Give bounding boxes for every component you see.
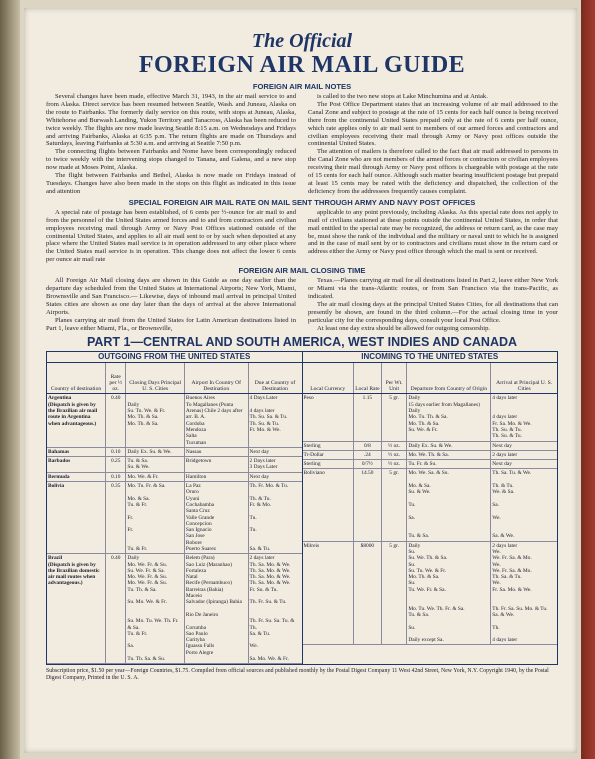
table-row xyxy=(47,394,302,447)
table-row xyxy=(47,554,302,664)
outgoing-column-header: Rate per ½ oz. xyxy=(106,363,126,394)
table-cell: 0.10 xyxy=(106,447,126,456)
table-cell: 2 Days later 3 Days Later xyxy=(248,457,301,473)
table-cell: 2 days later xyxy=(491,450,557,459)
table-cell: Buenos Aires To Magallanes (Punta Arenas) Chile 2 days after arr. B. A. Cordoba Mendoza Salta Tucuman xyxy=(184,394,248,447)
table-row xyxy=(47,482,302,554)
title-official: The Official xyxy=(251,30,353,52)
table-cell: Argentina (Dispatch is given by the Brazilian air mail route in Argentina when advantageous.) xyxy=(47,394,106,447)
table-cell: Brazil (Dispatch is given by the Brazilian domestic air mail routes when advantageous.) xyxy=(47,554,106,664)
closing-paragraph: All Foreign Air Mail closing days are shown in this Guide as one day earlier than the departure day scheduled from the United States at International Airports; New York, Miami, Brownsville and San Francisco.— Likewise, days of inbound mail arrival in principal United States cities are shown as one day later than the days of arrival at the above International Airports. xyxy=(46,277,296,316)
table-row xyxy=(47,457,302,473)
table-cell: $8000 xyxy=(353,541,381,645)
table-cell: ½ oz. xyxy=(381,441,406,450)
table-cell: Th. Fr. Mo. & Tu. Th. & Tu. Fr. & Mo. Tu. Tu. Sa. & Tu. xyxy=(248,482,301,554)
closing-right-column xyxy=(308,277,558,332)
table-row xyxy=(303,541,558,645)
closing-paragraph: Texas.—Planes carrying air mail for all destinations listed in Part 2, leave either New York or Miami via the trans-Atlantic routes, or from San Francisco via the trans-Pacific, as indicated. xyxy=(308,277,558,300)
table-cell: 2 days later Th. Sa. Mo. & We. Th. Sa. Mo. & We. Th. Sa. Mo. & We. Th. Sa. Mo. & We. Fr. Su. & Tu. Th. Fr. Su. & Tu. Th. Fr. Su. Sa. Tu. & Th. Sa. & Tu. We. Sa. Mo. We. & Fr. xyxy=(248,554,301,664)
table-cell: Tr-Dollar xyxy=(303,450,354,459)
table-cell: Bahamas xyxy=(47,447,106,456)
special-paragraph: A special rate of postage has been established, of 6 cents per ½-ounce for air mail to and from the personnel of the United States armed forces and to and from contractors and civilian employees receiving mail through Army or Navy Post Offices stationed outside of the continental United States, and applies to all air mail sent to or by such when deposited at any place where the United States mail service is in operation addressed to any other place where the United States mail service is in operation. This change does not affect the lower 6 cents per ounce air mail rate xyxy=(46,208,296,264)
special-left-column xyxy=(46,209,296,264)
special-paragraph: applicable to any point previously, including Alaska. As this special rate does not apply to mail of civilians stationed at these points outside the continental United States, in order that mail entitled to the special rate may be recognized, the address or return card, as the case may be, must show the rank of the individual and the military or naval unit to which he is assigned and in the case of mail sent by or to contractors and civilians must show in the return card or address either the Army or Navy post office through which the mail is sent or received. xyxy=(308,208,558,256)
table-cell: .24 xyxy=(353,450,381,459)
table-row xyxy=(303,450,558,459)
table-cell: Daily 15 days earlier from Magallanes) Daily Mo. Tu. Th. & Sa. Mo. Th. & Sa. Su. We. & Fr. xyxy=(407,394,491,441)
outgoing-column-header: Closing Days Principal U. S. Cities xyxy=(126,363,185,394)
special-rate-section xyxy=(46,209,558,264)
table-cell: 14.50 xyxy=(353,469,381,541)
outgoing-table xyxy=(47,363,302,664)
table-cell: 5 gr. xyxy=(381,469,406,541)
table-cell: Milreis xyxy=(303,541,354,645)
table-cell: Daily Mo. We. Fr. & Su. Su. We. Fr. & Sa. Mo. We. Fr. & Su. Mo. We. Fr. & Su. Tu. Th. & Sa. Su. Mo. We. & Fr. Su. Mo. Tu. We. Th. Fr. & Sa. Tu. & Fr. Sa. Tu. Th. Sa. & Su. xyxy=(126,554,185,664)
table-cell: 2 days later We. We. Fr. Sa. & Mo. We. We. Fr. Sa. & Mo. Th. Sa. & Tu. We. Fr. Sa. Mo. & We. Th. Fr. Sa. Su. Mo. & Tu. Sa. & We. Th. 4 days later xyxy=(491,541,557,645)
part-title: PART 1—CENTRAL AND SOUTH AMERICA, WEST INDIES AND CANADA xyxy=(86,335,518,350)
notes-paragraph: The flight between Fairbanks and Bethel, Alaska is now made on Fridays instead of Tuesdays. Changes have also been made in the stops on this flight as indicated in this issue and attention xyxy=(46,172,296,195)
closing-left-column xyxy=(46,277,296,332)
table-cell: Tu. & Sa. Su. & We. xyxy=(126,457,185,473)
table-cell: Mo. We. Sa. & Su. Mo. & Sa. Su. & We. Tu. Sa. Tu. & Sa. xyxy=(407,469,491,541)
table-cell: 0/7½ xyxy=(353,460,381,469)
closing-paragraph: Planes carrying air mail from the United States for Latin American destinations listed in Part 1, leave either Miami, Fla., or Brownsville, xyxy=(46,316,296,332)
table-cell: Daily Su. Tu. We. & Fr. Mo. Th. & Sa. Mo. Th. & Sa. xyxy=(126,394,185,447)
schedule-tables xyxy=(46,351,558,665)
table-cell: ½ oz. xyxy=(381,460,406,469)
table-row xyxy=(303,441,558,450)
notes-heading: FOREIGN AIR MAIL NOTES xyxy=(252,82,352,91)
table-cell: Bermuda xyxy=(47,472,106,481)
book-spine xyxy=(0,0,20,759)
closing-time-heading: FOREIGN AIR MAIL CLOSING TIME xyxy=(238,266,366,276)
incoming-header-row xyxy=(303,363,558,394)
table-row xyxy=(303,469,558,541)
closing-time-section xyxy=(46,277,558,332)
notes-right-column xyxy=(308,93,558,196)
notes-paragraph: The attention of mailers is therefore called to the fact that air mail addressed to persons in the Canal Zone who are not members of the armed forces or contractors or civilian employees receiving their mail through Army or Navy post offices is chargeable with postage at the rate of 15 cents for each half ounce. Although such matter bearing insufficient postage but prepaid at least 15 cents may be rated with the deficiency and dispatched, the collection of the deficiency from the addressees frequently causes complaint. xyxy=(308,148,558,195)
guide-page xyxy=(24,8,577,753)
notes-left-column xyxy=(46,93,296,196)
table-cell: 0/8 xyxy=(353,441,381,450)
title-guide: FOREIGN AIR MAIL GUIDE xyxy=(138,52,466,78)
table-cell: Mo. We. & Fr. xyxy=(126,472,185,481)
table-cell: 0.25 xyxy=(106,457,126,473)
table-cell: 0.40 xyxy=(106,554,126,664)
table-cell: 0.35 xyxy=(106,482,126,554)
table-cell: Next day xyxy=(248,447,301,456)
notes-section xyxy=(46,93,558,196)
incoming-column-header: Local Rate xyxy=(353,363,381,394)
table-cell: ½ oz. xyxy=(381,450,406,459)
incoming-column-header: Local Currency xyxy=(303,363,354,394)
table-cell: 0.10 xyxy=(106,472,126,481)
outgoing-column-header: Due at Country of Destination xyxy=(248,363,301,394)
table-cell: 5 gr. xyxy=(381,541,406,645)
outgoing-column-header: Country of destination xyxy=(47,363,106,394)
table-cell: Bridgetown xyxy=(184,457,248,473)
incoming-section xyxy=(302,352,558,664)
closing-paragraph: The air mail closing days at the principal United States Cities, for all destinations that can presently be shown, are found in the third column.—For the actual closing time in your particular city for the corresponding days, consult your local Post Office. xyxy=(308,300,558,324)
notes-paragraph: The connecting flights between Fairbanks and Nome have been correspondingly reduced to twice weekly with the intervening stops changed to Tanana, and Galena, and a new stop now made at Moses Point, Alaska. xyxy=(46,148,296,172)
table-cell: Tu. Fr. & Su. xyxy=(407,460,491,469)
table-cell: Nassau xyxy=(184,447,248,456)
table-cell: Sterling xyxy=(303,441,354,450)
notes-paragraph: Several changes have been made, effective March 31, 1943, in the air mail service to and from Alaska. Direct service has been resumed between Seattle, Wash. and Juneau, Alaska on the route to Fairbanks. The formerly daily service on this route, with stops at Juneau, Alaska, Whitehorse and Burwash Landing, Yukon Territory and Tanacross, Alaska has been reduced to twice weekly. The flights are now made leaving Seattle 8:15 a.m. on Wednesdays and Fridays and arriving Fairbanks, Alaska at 6:35 p.m. The return flights are made on Thursdays and Saturdays, leaving Fairbanks at 5:30 a.m. and arriving at Seattle 7:50 p.m. xyxy=(46,93,296,148)
table-cell: Next day xyxy=(491,460,557,469)
incoming-column-header: Departure from Country of Origin xyxy=(407,363,491,394)
notes-paragraph: is called to the two new stops at Lake Minchumina and at Aniak. xyxy=(317,93,488,100)
table-cell: Hamilton xyxy=(184,472,248,481)
table-cell: Bolivia xyxy=(47,482,106,554)
table-cell: La Paz Oruro Uyuni Cochabamba Santa Cruz Valle Grande Concepcion San Ignacio San Jose Robore Puerto Suarez xyxy=(184,482,248,554)
table-cell: Next day xyxy=(248,472,301,481)
table-cell: Peso xyxy=(303,394,354,441)
outgoing-header-row xyxy=(47,363,302,394)
special-rate-heading: SPECIAL FOREIGN AIR MAIL RATE ON MAIL SENT THROUGH ARMY AND NAVY POST OFFICES xyxy=(128,197,476,207)
table-cell: Daily Ex. Su. & We. xyxy=(407,441,491,450)
table-cell: 4 Days Later 4 days later Th. Su. Sa. & Tu. Th. Su. & Tu. Fr. Mo. & We. xyxy=(248,394,301,447)
table-row xyxy=(47,472,302,481)
table-cell: Sterling xyxy=(303,460,354,469)
table-cell: Mo. Tu. Fr. & Sa. Mo. & Sa. Tu. & Fr. Fr. Fr. Tu. & Fr. xyxy=(126,482,185,554)
incoming-table xyxy=(303,363,558,645)
footer-note: Subscription price, $1.50 per year—Foreign Countries, $1.75. Compiled from official sources and published monthly by the Postal Digest Company 11 West 42nd Street, New York, N.Y. Copyright 1940, by the Postal Digest Company, Printed in the U. S. A. xyxy=(46,668,549,682)
notes-paragraph: The Post Office Department states that an increasing volume of air mail addressed to the Canal Zone and subject to postage at the rate of 15 cents for each half ounce is being received there from the continental United States prepaid only at the rate of 6 cents per half ounce, which rate applies only to air mail sent to members of our armed forces and contractors and civilian employees receiving their mail through Army or Navy post offices outside the continental United States. xyxy=(308,100,558,148)
page-content xyxy=(46,30,558,682)
outgoing-body xyxy=(47,394,302,664)
table-cell: Th. Sa. Tu. & We. Th. & Tu. We. & Sa. Sa. We. Sa. & We. xyxy=(491,469,557,541)
outgoing-column-header: Airport In Country Of Destination xyxy=(184,363,248,394)
table-row xyxy=(47,447,302,456)
outgoing-title: OUTGOING FROM THE UNITED STATES xyxy=(47,352,302,363)
table-cell: Barbados xyxy=(47,457,106,473)
table-cell: 5 gr. xyxy=(381,394,406,441)
special-right-column xyxy=(308,209,558,264)
book-cover-edge xyxy=(581,0,595,759)
table-cell: 4 days later 4 days later Fr. Sa. Mo. & We. Th. Su. & Tu. Th. Su. & Tu. xyxy=(491,394,557,441)
table-cell: 0.40 xyxy=(106,394,126,447)
table-cell: Daily Su. Su. We. Th. & Sa. Su. Su. Tu. We. & Fr. Mo. Th. & Sa. Su. Tu. We. Fr. & Sa. Mo. Tu. We. Th. Fr. & Sa. Tu. & Sa. Su. Daily except Sa. xyxy=(407,541,491,645)
table-cell: Daily Ex. Su. & We. xyxy=(126,447,185,456)
table-cell: 1.15 xyxy=(353,394,381,441)
table-row xyxy=(303,394,558,441)
outgoing-section xyxy=(47,352,302,664)
table-cell: Mo. We. Th. & Sa. xyxy=(407,450,491,459)
incoming-column-header: Arrival at Principal U. S. Cities xyxy=(491,363,557,394)
table-cell: Belem (Para) Sao Luiz (Maranhao) Fortaleza Natal Recife (Pernambuco) Barreiras (Bahia) Maceio Salvador (Ipiranga) Bahia Rio De Janeiro Corumba Sao Paulo Curityba Iguassu Falls Porto Alegre xyxy=(184,554,248,664)
incoming-column-header: Per Wt. Unit xyxy=(381,363,406,394)
incoming-title: INCOMING TO THE UNITED STATES xyxy=(303,352,558,363)
closing-paragraph: At least one day extra should be allowed for outgoing censorship. xyxy=(317,324,491,332)
table-cell: Boliviano xyxy=(303,469,354,541)
table-cell: Next day xyxy=(491,441,557,450)
table-row xyxy=(303,460,558,469)
incoming-body xyxy=(303,394,558,645)
